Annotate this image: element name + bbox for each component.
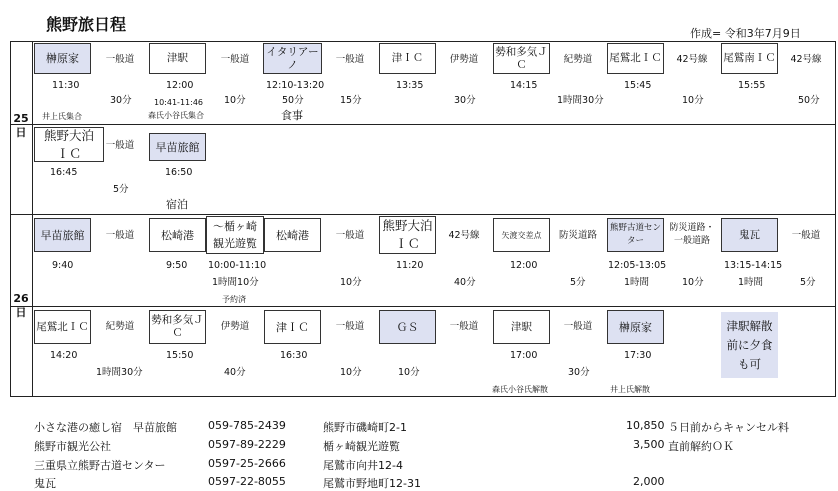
stop-box xyxy=(607,310,664,344)
road-label: 一般道 xyxy=(335,54,365,65)
contact-price: 3,500 xyxy=(633,438,665,451)
time-text: 15:45 xyxy=(624,80,652,91)
stop-box xyxy=(149,43,206,74)
note-text: 森氏小谷氏解散 xyxy=(492,385,548,394)
stop-box xyxy=(493,310,550,344)
stop-label: 矢渡交差点 xyxy=(501,230,542,240)
road-label: 一般道 xyxy=(563,321,593,332)
day-column-divider xyxy=(32,41,33,397)
stop-box xyxy=(34,218,91,252)
duration-text: 1時間30分 xyxy=(96,367,143,378)
time-text: 17:00 xyxy=(510,350,538,361)
duration-text: 15分 xyxy=(340,95,362,106)
stop-label: 尾鷲北ＩＣ xyxy=(609,52,662,64)
duration-text: 10分 xyxy=(340,367,362,378)
stop-box xyxy=(721,218,778,252)
road-label: 防災道路 xyxy=(558,230,597,241)
road-label: 防災道路・ 一般道路 xyxy=(669,223,715,246)
road-label: 一般道 xyxy=(105,54,135,65)
contact-name: 三重県立熊野古道センター xyxy=(34,459,166,472)
road-label: 伊勢道 xyxy=(220,321,250,332)
time-text: 10:00-11:10 xyxy=(208,260,267,271)
stop-box xyxy=(379,310,436,344)
duration-text: 30分 xyxy=(110,95,132,106)
time-text: 12:05-13:05 xyxy=(608,260,667,271)
road-label: 紀勢道 xyxy=(563,54,593,65)
road-label: 紀勢道 xyxy=(105,321,135,332)
time-text: 12:10-13:20 xyxy=(266,80,325,91)
stop-box xyxy=(379,43,436,74)
time-text: 12:00 xyxy=(166,80,194,91)
road-label: 一般道 xyxy=(449,321,479,332)
stop-label: 榊原家 xyxy=(46,52,79,65)
contact-address: 尾鷲市野地町12-31 xyxy=(323,477,421,490)
duration-text: 10分 xyxy=(682,277,704,288)
contact-note: 直前解約ＯＫ xyxy=(668,440,734,453)
duration-text: 10分 xyxy=(682,95,704,106)
duration-text: 1時間30分 xyxy=(557,95,604,106)
note-text: 宿泊 xyxy=(166,198,188,211)
road-label: 一般道 xyxy=(105,140,135,151)
duration-text: 1時間10分 xyxy=(212,277,259,288)
road-label: 一般道 xyxy=(335,230,365,241)
road-label: 一般道 xyxy=(791,230,821,241)
duration-text: 10分 xyxy=(340,277,362,288)
stop-box xyxy=(149,133,206,161)
stop-box: 勢和多気Ｊ Ｃ xyxy=(493,43,550,74)
note-text: 森氏小谷氏集合 xyxy=(148,111,204,120)
duration-text: 1時間 xyxy=(738,277,764,288)
day-label-25: 25 日 xyxy=(13,112,29,139)
time-text: 16:30 xyxy=(280,350,308,361)
duration-text: 5分 xyxy=(800,277,816,288)
time-range-text: 10:41-11:46 xyxy=(154,98,203,107)
contact-price: 2,000 xyxy=(633,475,665,488)
stop-label: 早苗旅館 xyxy=(155,140,200,154)
stop-label: 津ＩＣ xyxy=(276,320,309,334)
road-label: 一般道 xyxy=(220,54,250,65)
stop-box: 勢和多気Ｊ Ｃ xyxy=(149,310,206,344)
road-label: 42号線 xyxy=(448,230,480,241)
time-text: 15:50 xyxy=(166,350,194,361)
stop-label: 津ＩＣ xyxy=(391,52,424,64)
time-text: 14:20 xyxy=(50,350,78,361)
stop-label: 榊原家 xyxy=(619,320,652,334)
stop-label: 早苗旅館 xyxy=(40,228,85,242)
contact-address: 熊野市磯崎町2-1 xyxy=(323,421,407,434)
contact-name: 小さな港の癒し宿 早苗旅館 xyxy=(34,421,177,434)
duration-text: 10分 xyxy=(224,95,246,106)
contact-name: 鬼瓦 xyxy=(34,477,56,490)
stop-box xyxy=(264,310,321,344)
row-divider xyxy=(10,124,836,125)
contact-tel: 0597-22-8055 xyxy=(208,475,286,488)
stop-box xyxy=(34,310,91,344)
stop-box xyxy=(493,218,550,252)
note-text: 食事 xyxy=(281,109,303,122)
time-text: 16:50 xyxy=(165,167,193,178)
stop-label: 尾鷲南ＩＣ xyxy=(723,52,776,64)
note-text: 井上氏集合 xyxy=(42,112,82,121)
stop-box: 熊野大泊 ＩＣ xyxy=(379,216,436,254)
day-divider xyxy=(10,214,836,215)
stop-label: 松崎港 xyxy=(276,228,309,242)
stop-box: 熊野大泊 ＩＣ xyxy=(34,127,104,162)
contact-note: ５日前からキャンセル料 xyxy=(668,421,789,434)
contact-address: 楯ヶ崎観光遊覧 xyxy=(323,440,400,453)
contact-tel: 059-785-2439 xyxy=(208,419,286,432)
stop-box: ～楯ヶ崎 観光遊覧 xyxy=(206,216,264,254)
duration-text: 1時間 xyxy=(624,277,650,288)
duration-text: 5分 xyxy=(113,184,129,195)
note-text: 井上氏解散 xyxy=(610,385,650,394)
time-text: 14:15 xyxy=(510,80,538,91)
stop-label: ＧＳ xyxy=(396,320,419,334)
contact-tel: 0597-89-2229 xyxy=(208,438,286,451)
stop-box: 熊野古道セン ター xyxy=(607,218,664,252)
stop-label: 津駅 xyxy=(167,52,188,64)
created-date: 作成= 令和3年7月9日 xyxy=(690,27,801,40)
road-label: 一般道 xyxy=(105,230,135,241)
contact-tel: 0597-25-2666 xyxy=(208,457,286,470)
contact-name: 熊野市観光公社 xyxy=(34,440,111,453)
time-text: 11:30 xyxy=(52,80,80,91)
stop-box xyxy=(34,43,91,74)
road-label: 42号線 xyxy=(676,54,708,65)
time-text: 15:55 xyxy=(738,80,766,91)
stop-label: 津駅 xyxy=(511,320,532,333)
duration-text: 30分 xyxy=(454,95,476,106)
stop-label: 松崎港 xyxy=(161,228,194,242)
time-text: 13:35 xyxy=(396,80,424,91)
stop-box: イタリアー ノ xyxy=(263,43,322,74)
day-label-26: 26 日 xyxy=(13,292,29,319)
road-label: 一般道 xyxy=(335,321,365,332)
duration-text: 10分 xyxy=(398,367,420,378)
road-label: 42号線 xyxy=(790,54,822,65)
stop-label: 鬼瓦 xyxy=(739,228,760,241)
stop-box xyxy=(149,218,206,252)
stop-box xyxy=(607,43,664,74)
duration-text: 5分 xyxy=(570,277,586,288)
time-text: 11:20 xyxy=(396,260,424,271)
stop-box xyxy=(721,43,778,74)
duration-text: 40分 xyxy=(454,277,476,288)
page-title: 熊野旅日程 xyxy=(46,15,127,34)
time-text: 9:50 xyxy=(166,260,188,271)
time-text: 17:30 xyxy=(624,350,652,361)
stop-box xyxy=(264,218,321,252)
stop-label: 尾鷲北ＩＣ xyxy=(36,320,89,333)
contact-address: 尾鷲市向井12-4 xyxy=(323,459,403,472)
time-text: 13:15-14:15 xyxy=(724,260,783,271)
contact-price: 10,850 xyxy=(626,419,665,432)
time-text: 16:45 xyxy=(50,167,78,178)
duration-text: 50分 xyxy=(798,95,820,106)
stop-box: 津駅解散 前に夕食 も可 xyxy=(721,312,778,378)
road-label: 伊勢道 xyxy=(449,54,479,65)
duration-text: 50分 xyxy=(282,95,304,106)
duration-text: 30分 xyxy=(568,367,590,378)
row-divider xyxy=(10,306,836,307)
time-text: 9:40 xyxy=(52,260,74,271)
time-text: 12:00 xyxy=(510,260,538,271)
duration-text: 40分 xyxy=(224,367,246,378)
note-text: 予約済 xyxy=(222,295,246,304)
